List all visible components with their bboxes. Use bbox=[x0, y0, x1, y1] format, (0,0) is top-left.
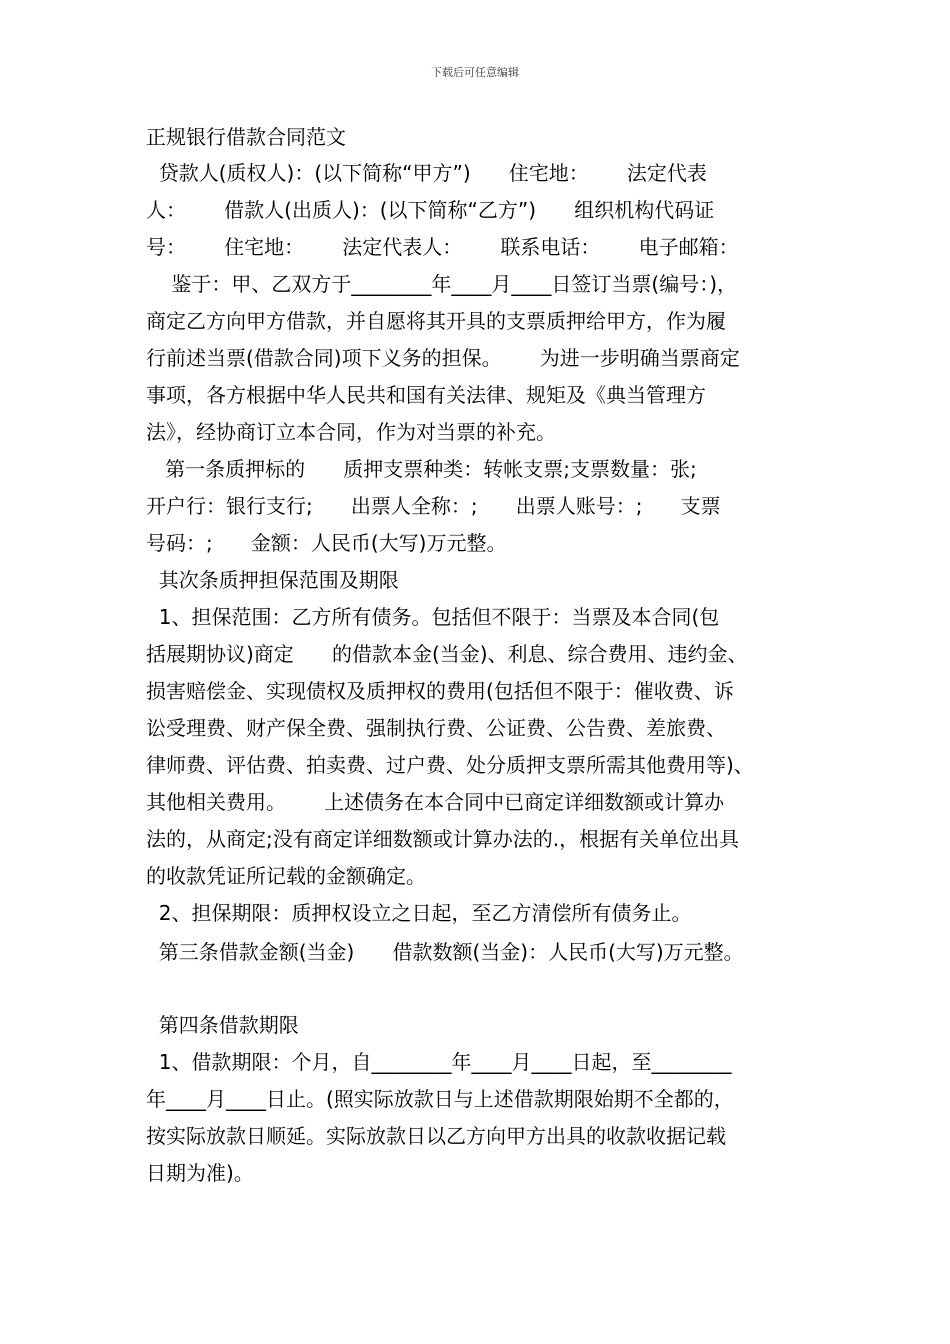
text-line: 讼受理费、财产保全费、强制执行费、公证费、公告费、差旅费、 bbox=[146, 716, 726, 740]
text-line: 1、担保范围：乙方所有债务。包括但不限于：当票及本合同(包 bbox=[146, 605, 720, 629]
text-line: 商定乙方向甲方借款，并自愿将其开具的支票质押给甲方，作为履 bbox=[146, 309, 726, 333]
article-4-heading: 第四条借款期限 bbox=[146, 1013, 299, 1037]
text-line: 开户行：银行支行; 出票人全称：; 出票人账号：; 支票 bbox=[146, 494, 721, 518]
text-line: 的收款凭证所记载的金额确定。 bbox=[146, 864, 426, 888]
text-line: 号码：; 金额：人民币(大写)万元整。 bbox=[146, 531, 507, 555]
text-line: 法》，经协商订立本合同，作为对当票的补充。 bbox=[146, 420, 556, 444]
text-line: 鉴于：甲、乙双方于________年____月____日签订当票(编号：)， bbox=[146, 272, 738, 296]
text-line: 号： 住宅地： 法定代表人： 联系电话： 电子邮箱： bbox=[146, 235, 739, 259]
text-line: 人： 借款人(出质人)：(以下简称“乙方”) 组织机构代码证 bbox=[146, 198, 715, 222]
text-line: 其他相关费用。 上述债务在本合同中已商定详细数额或计算办 bbox=[146, 790, 725, 814]
text-line: 按实际放款日顺延。实际放款日以乙方向甲方出具的收款收据记载 bbox=[146, 1124, 726, 1148]
text-line: 律师费、评估费、拍卖费、过户费、处分质押支票所需其他费用等)、 bbox=[146, 753, 754, 777]
article-1-heading: 第一条质押标的 质押支票种类：转帐支票;支票数量：张; bbox=[146, 457, 697, 481]
text-line: 事项，各方根据中华人民共和国有关法律、规矩及《典当管理方 bbox=[146, 383, 706, 407]
header-note: 下载后可任意编辑 bbox=[431, 66, 519, 79]
text-line: 行前述当票(借款合同)项下义务的担保。 为进一步明确当票商定 bbox=[146, 346, 740, 370]
doc-title: 正规银行借款合同范文 bbox=[146, 125, 346, 149]
text-line: 日期为准)。 bbox=[146, 1161, 254, 1185]
text-line: 2、担保期限：质押权设立之日起，至乙方清偿所有债务止。 bbox=[146, 901, 692, 925]
article-2-heading: 其次条质押担保范围及期限 bbox=[146, 568, 399, 592]
text-line: 1、借款期限：个月，自________年____月____日起，至________ bbox=[146, 1050, 732, 1074]
article-3-heading: 第三条借款金额(当金) 借款数额(当金)：人民币(大写)万元整。 bbox=[146, 940, 744, 964]
text-line: 贷款人(质权人)：(以下简称“甲方”) 住宅地： 法定代表 bbox=[146, 161, 707, 185]
text-line: 损害赔偿金、实现债权及质押权的费用(包括但不限于：催收费、诉 bbox=[146, 679, 734, 703]
text-line: 法的，从商定;没有商定详细数额或计算办法的.，根据有关单位出具 bbox=[146, 827, 740, 851]
text-line: 年____月____日止。(照实际放款日与上述借款期限始期不全都的， bbox=[146, 1087, 734, 1111]
text-line: 括展期协议)商定 的借款本金(当金)、利息、综合费用、违约金、 bbox=[146, 642, 748, 666]
